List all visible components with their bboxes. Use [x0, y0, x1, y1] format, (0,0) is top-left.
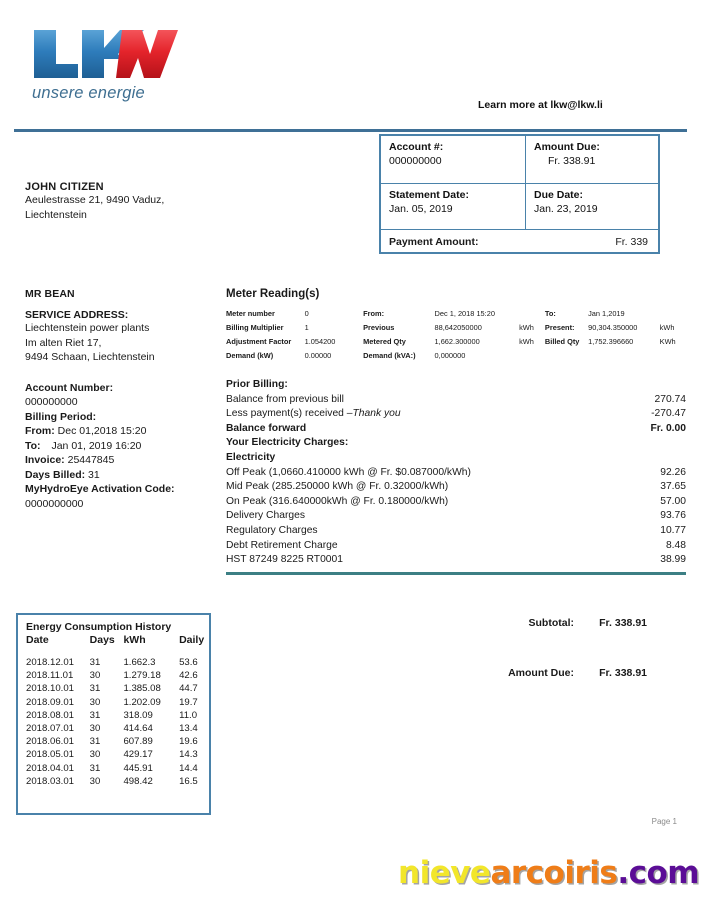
- history-title: Energy Consumption History: [26, 621, 172, 633]
- charge-item-description: Regulatory Charges: [226, 524, 318, 536]
- history-cell: 31: [89, 657, 101, 669]
- meter-row: [226, 320, 686, 334]
- energy-consumption-history-box: [16, 613, 211, 815]
- history-cell: 14.4: [179, 762, 198, 774]
- meter-cell: [519, 349, 545, 363]
- electricity-header: Electricity: [226, 451, 276, 463]
- history-row: [18, 682, 209, 695]
- history-cell: 30: [89, 670, 101, 682]
- meter-cell: [588, 349, 660, 363]
- amount-due-row: [462, 667, 667, 679]
- customer-address-line-2: Liechtenstein: [25, 208, 87, 221]
- account-row-1: [381, 136, 658, 183]
- watermark-part-3: .com: [617, 855, 700, 891]
- meter-cell: Meter number: [226, 308, 275, 318]
- history-cell: 19.6: [179, 736, 198, 748]
- charge-item-description: HST 87249 8225 RT0001: [226, 554, 343, 566]
- charge-item-row: [226, 466, 686, 481]
- meter-cell: Adjustment Factor: [226, 336, 292, 346]
- due-date-cell: [526, 184, 658, 229]
- service-contact-name: MR BEAN: [25, 288, 75, 300]
- logo-tagline: unsere energie: [32, 84, 145, 102]
- meter-cell: Present:: [544, 322, 575, 332]
- account-row-3: [381, 229, 658, 254]
- history-row: [18, 696, 209, 709]
- charge-item-row: [226, 524, 686, 539]
- charge-item-description: Delivery Charges: [226, 510, 305, 522]
- history-cell: 2018.05.01: [26, 749, 75, 761]
- charges-section: [226, 378, 686, 568]
- meter-cell: 88,642050000: [434, 322, 482, 332]
- lkw-logo-icon: [30, 26, 182, 82]
- history-cell: 1.662.3: [123, 657, 156, 669]
- learn-more-text: Learn more at lkw@lkw.li: [478, 99, 603, 111]
- charge-item-amount: 10.77: [660, 524, 686, 536]
- history-cell: 14.3: [179, 749, 198, 761]
- history-cell: 2018.11.01: [26, 670, 74, 682]
- charge-item-description: Debt Retirement Charge: [226, 539, 338, 551]
- meter-cell: 0.00000: [304, 351, 332, 361]
- history-cell: 1.279.18: [123, 670, 161, 682]
- statement-date-cell: [381, 184, 526, 229]
- account-number-value: 000000000: [389, 155, 442, 167]
- account-number-field-label: Account Number:: [25, 381, 114, 394]
- history-cell: 31: [89, 736, 101, 748]
- meter-cell: 0,000000: [434, 351, 466, 361]
- customer-address-line-1: Aeulestrasse 21, 9490 Vaduz,: [25, 194, 165, 206]
- charge-items-list: [226, 466, 686, 568]
- due-date-label: Due Date:: [534, 189, 584, 201]
- account-number-label: Account #:: [389, 141, 444, 153]
- meter-cell: kWh: [659, 322, 675, 332]
- meter-cell: KWh: [659, 336, 676, 346]
- meter-cell: Billing Multiplier: [226, 322, 284, 332]
- meter-cell: 1,662.300000: [434, 336, 480, 346]
- history-cell: 42.6: [179, 670, 198, 682]
- meter-cell: Billed Qty: [544, 336, 580, 346]
- meter-cell: [660, 306, 686, 320]
- billing-info-block: [25, 381, 225, 512]
- history-row: [18, 735, 209, 748]
- history-cell: 498.42: [123, 775, 153, 787]
- amount-due-cell: [526, 136, 658, 183]
- header-divider: [14, 129, 687, 132]
- balance-forward-row: Balance forward Fr. 0.00: [226, 422, 686, 434]
- service-address-line-3: 9494 Schaan, Liechtenstein: [25, 351, 155, 363]
- history-column-header: kWh: [123, 634, 146, 646]
- history-cell: 2018.06.01: [26, 736, 75, 748]
- history-cell: 2018.07.01: [26, 723, 75, 735]
- meter-readings-title: Meter Reading(s): [226, 288, 320, 300]
- history-cell: 2018.12.01: [26, 657, 75, 669]
- history-cell: 607.89: [123, 736, 153, 748]
- charge-item-row: [226, 495, 686, 510]
- meter-cell: kWh: [519, 322, 534, 332]
- meter-cell: Dec 1, 2018 15:20: [434, 308, 495, 318]
- balance-previous-row: Balance from previous bill 270.74: [226, 393, 686, 405]
- customer-address-block: [25, 181, 164, 222]
- payment-amount-label: Payment Amount:: [389, 236, 479, 248]
- history-row: [18, 722, 209, 735]
- account-summary-box: [379, 134, 660, 254]
- meter-cell: 1: [304, 322, 309, 332]
- watermark: [398, 855, 699, 891]
- meter-cell: [660, 349, 686, 363]
- history-column-header: Date: [26, 634, 49, 646]
- statement-date-value: Jan. 05, 2019: [389, 203, 453, 215]
- service-address-line-2: Im alten Riet 17,: [25, 336, 102, 349]
- billing-period-to: To: Jan 01, 2019 16:20: [25, 439, 142, 452]
- meter-readings-table: [226, 306, 686, 363]
- service-address-line-1: Liechtenstein power plants: [25, 322, 150, 334]
- meter-cell: 0: [304, 308, 309, 318]
- charge-item-description: Mid Peak (285.250000 kWh @ Fr. 0.32000/kWh): [226, 481, 449, 493]
- charge-item-amount: 37.65: [660, 481, 686, 493]
- document-header: [0, 0, 701, 128]
- service-address-label: SERVICE ADDRESS:: [25, 309, 129, 321]
- meter-row: [226, 334, 686, 348]
- charge-item-amount: 38.99: [660, 554, 686, 566]
- customer-name: JOHN CITIZEN: [25, 181, 104, 193]
- history-cell: 318.09: [123, 709, 153, 721]
- history-header-row: [18, 634, 209, 656]
- history-row: [18, 669, 209, 682]
- billing-period-from: From: Dec 01,2018 15:20: [25, 425, 147, 437]
- charge-item-description: On Peak (316.640000kWh @ Fr. 0.180000/kWh): [226, 495, 449, 507]
- subtotal-label: Subtotal:: [528, 617, 574, 629]
- history-cell: 30: [89, 775, 101, 787]
- account-number-field-value: 000000000: [25, 396, 78, 408]
- activation-code-value: 0000000000: [25, 497, 84, 510]
- prior-billing-header: Prior Billing:: [226, 379, 288, 390]
- history-cell: 429.17: [123, 749, 153, 761]
- history-cell: 30: [89, 723, 101, 735]
- meter-cell: Demand (kW): [226, 351, 274, 361]
- history-cell: 2018.09.01: [26, 696, 75, 708]
- totals-section: [462, 617, 667, 679]
- history-cell: 30: [89, 696, 101, 708]
- charge-item-row: [226, 509, 686, 524]
- charge-item-amount: 57.00: [660, 495, 686, 507]
- meter-cell: [545, 349, 588, 363]
- history-cell: 2018.08.01: [26, 709, 75, 721]
- meter-readings-section: [226, 288, 686, 363]
- meter-cell: To:: [544, 308, 556, 318]
- charge-item-amount: 93.76: [660, 510, 686, 522]
- history-cell: 1.385.08: [123, 683, 161, 695]
- meter-cell: Previous: [363, 322, 395, 332]
- amount-due-total-label: Amount Due:: [508, 667, 574, 679]
- meter-cell: Jan 1,2019: [588, 308, 625, 318]
- account-number-cell: [381, 136, 526, 183]
- history-column-header: Daily: [179, 634, 205, 646]
- history-cell: 19.7: [179, 696, 198, 708]
- charge-item-amount: 92.26: [660, 466, 686, 478]
- account-row-2: [381, 183, 658, 229]
- history-row: [18, 709, 209, 722]
- charge-item-amount: 8.48: [665, 539, 686, 551]
- totals-spacer: [462, 629, 667, 667]
- watermark-part-1: nieve: [398, 855, 491, 891]
- history-cell: 30: [89, 749, 101, 761]
- meter-row: [226, 306, 686, 320]
- meter-cell: From:: [363, 308, 385, 318]
- history-cell: 2018.10.01: [26, 683, 75, 695]
- meter-cell: 90,304.350000: [588, 322, 638, 332]
- meter-cell: [519, 306, 545, 320]
- meter-cell: 1.054200: [304, 336, 336, 346]
- subtotal-row: [462, 617, 667, 629]
- history-row: [18, 656, 209, 669]
- brand-logo: [30, 26, 190, 103]
- statement-date-label: Statement Date:: [389, 189, 469, 201]
- history-cell: 16.5: [179, 775, 198, 787]
- history-cell: 414.64: [123, 723, 153, 735]
- amount-due-value: Fr. 338.91: [548, 155, 596, 167]
- meter-cell: 1,752.396660: [588, 336, 634, 346]
- page-number: Page 1: [651, 817, 677, 826]
- history-cell: 31: [89, 762, 101, 774]
- history-table: [18, 634, 209, 788]
- history-cell: 2018.04.01: [26, 762, 75, 774]
- amount-due-label: Amount Due:: [534, 141, 600, 153]
- due-date-value: Jan. 23, 2019: [534, 203, 598, 215]
- charge-item-row: [226, 539, 686, 554]
- days-billed-field: Days Billed: 31: [25, 468, 100, 481]
- subtotal-value: Fr. 338.91: [599, 617, 647, 629]
- history-cell: 53.6: [179, 657, 198, 669]
- history-row: [18, 775, 209, 788]
- electricity-charges-header: Your Electricity Charges:: [226, 437, 349, 449]
- history-column-header: Days: [89, 634, 115, 646]
- history-cell: 13.4: [179, 723, 198, 735]
- meter-cell: kWh: [519, 336, 534, 346]
- history-cell: 445.91: [123, 762, 153, 774]
- history-cell: 1.202.09: [123, 696, 161, 708]
- history-cell: 31: [89, 683, 101, 695]
- history-cell: 31: [89, 709, 101, 721]
- charge-item-row: [226, 480, 686, 495]
- payment-received-row: Less payment(s) received –Thank you -270.47: [226, 408, 686, 420]
- history-cell: 44.7: [179, 683, 198, 695]
- meter-cell: Metered Qty: [363, 336, 406, 346]
- history-cell: 2018.03.01: [26, 775, 75, 787]
- charge-item-row: [226, 553, 686, 568]
- history-row: [18, 748, 209, 761]
- amount-due-total-value: Fr. 338.91: [599, 667, 647, 679]
- activation-code-label: MyHydroEye Activation Code:: [25, 483, 175, 495]
- watermark-part-2: arcoiris: [490, 855, 618, 891]
- meter-row: [226, 349, 686, 363]
- history-cell: 11.0: [179, 709, 198, 721]
- invoice-field: Invoice: 25447845: [25, 454, 115, 466]
- charge-item-description: Off Peak (1,0660.410000 kWh @ Fr. $0.087000/kWh): [226, 466, 471, 478]
- billing-period-label: Billing Period:: [25, 410, 97, 423]
- meter-cell: Demand (kVA:): [363, 351, 416, 361]
- payment-amount-value: Fr. 339: [615, 236, 648, 248]
- service-details-block: [25, 288, 225, 511]
- history-row: [18, 762, 209, 775]
- charges-divider: [226, 572, 686, 575]
